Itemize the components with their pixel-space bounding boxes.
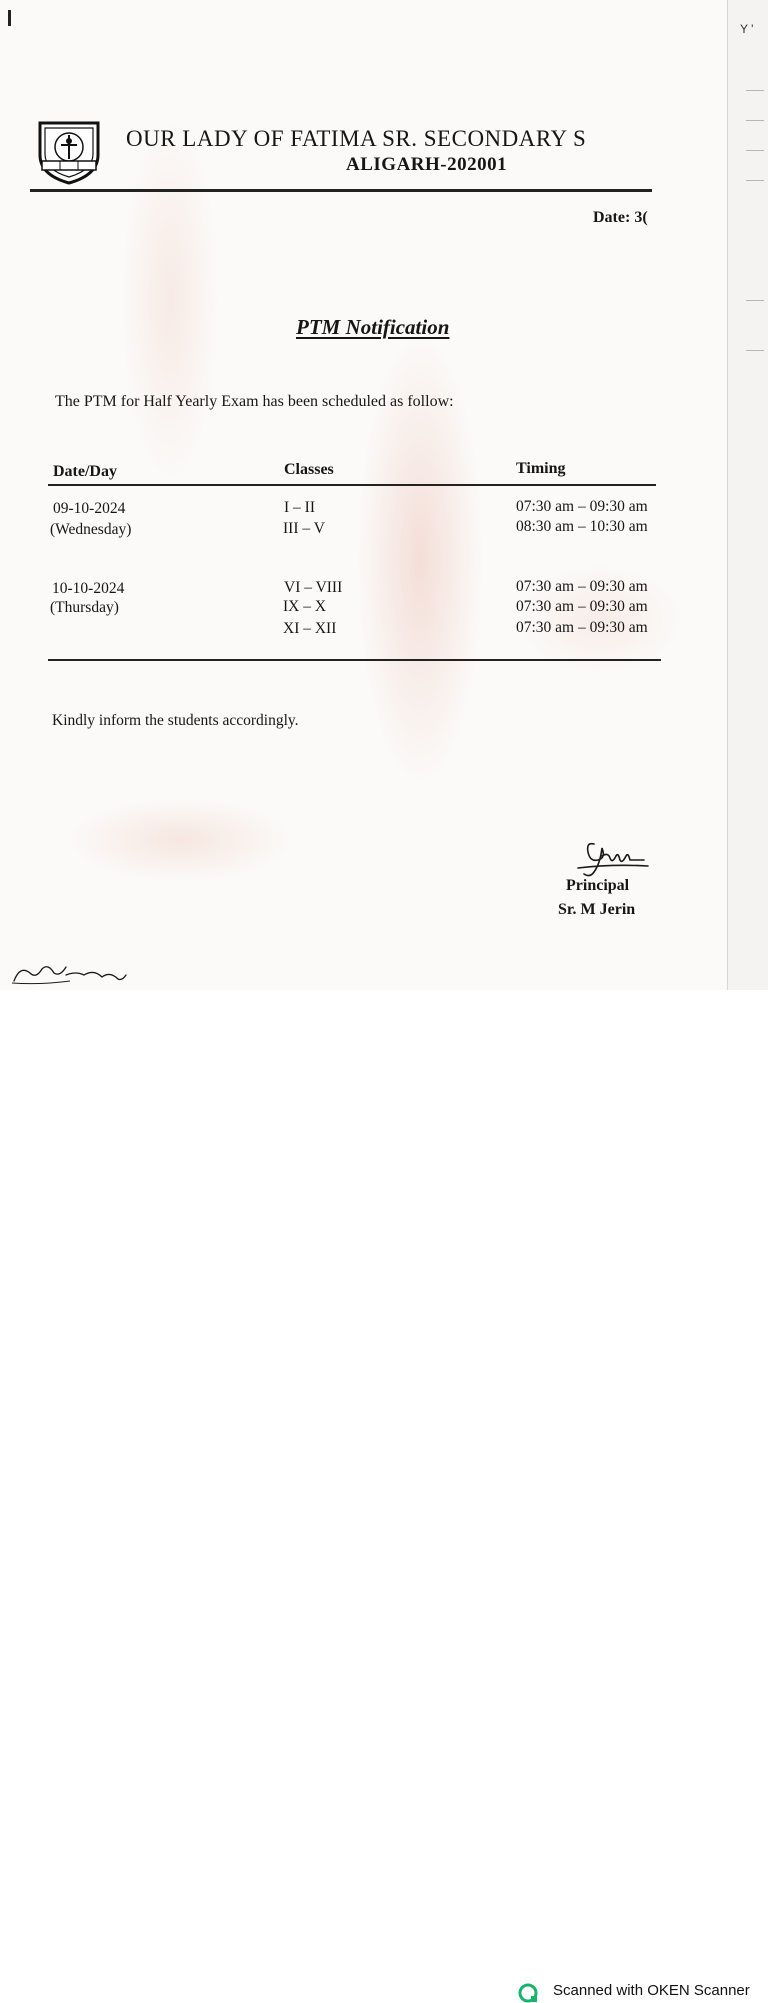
edge-line: [746, 180, 764, 181]
edge-line: [746, 350, 764, 351]
signatory-name: Sr. M Jerin: [558, 901, 636, 918]
school-name: OUR LADY OF FATIMA SR. SECONDARY S: [126, 126, 587, 151]
notice-closing: Kindly inform the students accordingly.: [52, 712, 299, 729]
adjacent-page-edge: [727, 0, 768, 990]
row-classes: IX – X: [283, 598, 327, 615]
oken-scanner-icon: [518, 1983, 538, 2003]
group-date: 10-10-2024: [52, 580, 125, 597]
handwritten-scribble: [10, 955, 130, 987]
scanner-watermark-bar: [0, 990, 768, 1999]
row-classes: VI – VIII: [284, 579, 343, 596]
table-bottom-rule: [48, 659, 661, 661]
notice-title: PTM Notification: [296, 315, 450, 339]
scanned-page: [0, 0, 768, 990]
edge-line: [746, 300, 764, 301]
column-header-classes: Classes: [284, 461, 334, 478]
corner-mark: [8, 10, 11, 26]
group-day: (Thursday): [50, 599, 119, 616]
row-timing: 07:30 am – 09:30 am: [516, 619, 648, 636]
row-classes: III – V: [283, 520, 325, 537]
table-header-rule: [48, 484, 656, 486]
group-date: 09-10-2024: [53, 500, 126, 517]
notice-date: Date: 3(: [593, 209, 648, 226]
row-timing: 08:30 am – 10:30 am: [516, 518, 648, 535]
notice-intro: The PTM for Half Yearly Exam has been scheduled as follow:: [55, 393, 454, 410]
group-day: (Wednesday): [50, 521, 132, 538]
signatory-role: Principal: [566, 877, 630, 894]
column-header-timing: Timing: [516, 460, 566, 477]
principal-signature: [572, 838, 652, 882]
row-timing: 07:30 am – 09:30 am: [516, 598, 648, 615]
edge-line: [746, 90, 764, 91]
school-city: ALIGARH-202001: [346, 154, 508, 175]
edge-line: [746, 150, 764, 151]
school-crest-logo: [34, 117, 104, 187]
row-timing: 07:30 am – 09:30 am: [516, 498, 648, 515]
header-divider: [30, 189, 652, 192]
row-classes: I – II: [284, 499, 315, 516]
row-classes: XI – XII: [283, 620, 337, 637]
edge-line: [746, 120, 764, 121]
edge-text: Y ': [740, 22, 754, 36]
scanner-watermark-text: Scanned with OKEN Scanner: [553, 1982, 750, 1999]
column-header-date: Date/Day: [53, 463, 117, 480]
row-timing: 07:30 am – 09:30 am: [516, 578, 648, 595]
